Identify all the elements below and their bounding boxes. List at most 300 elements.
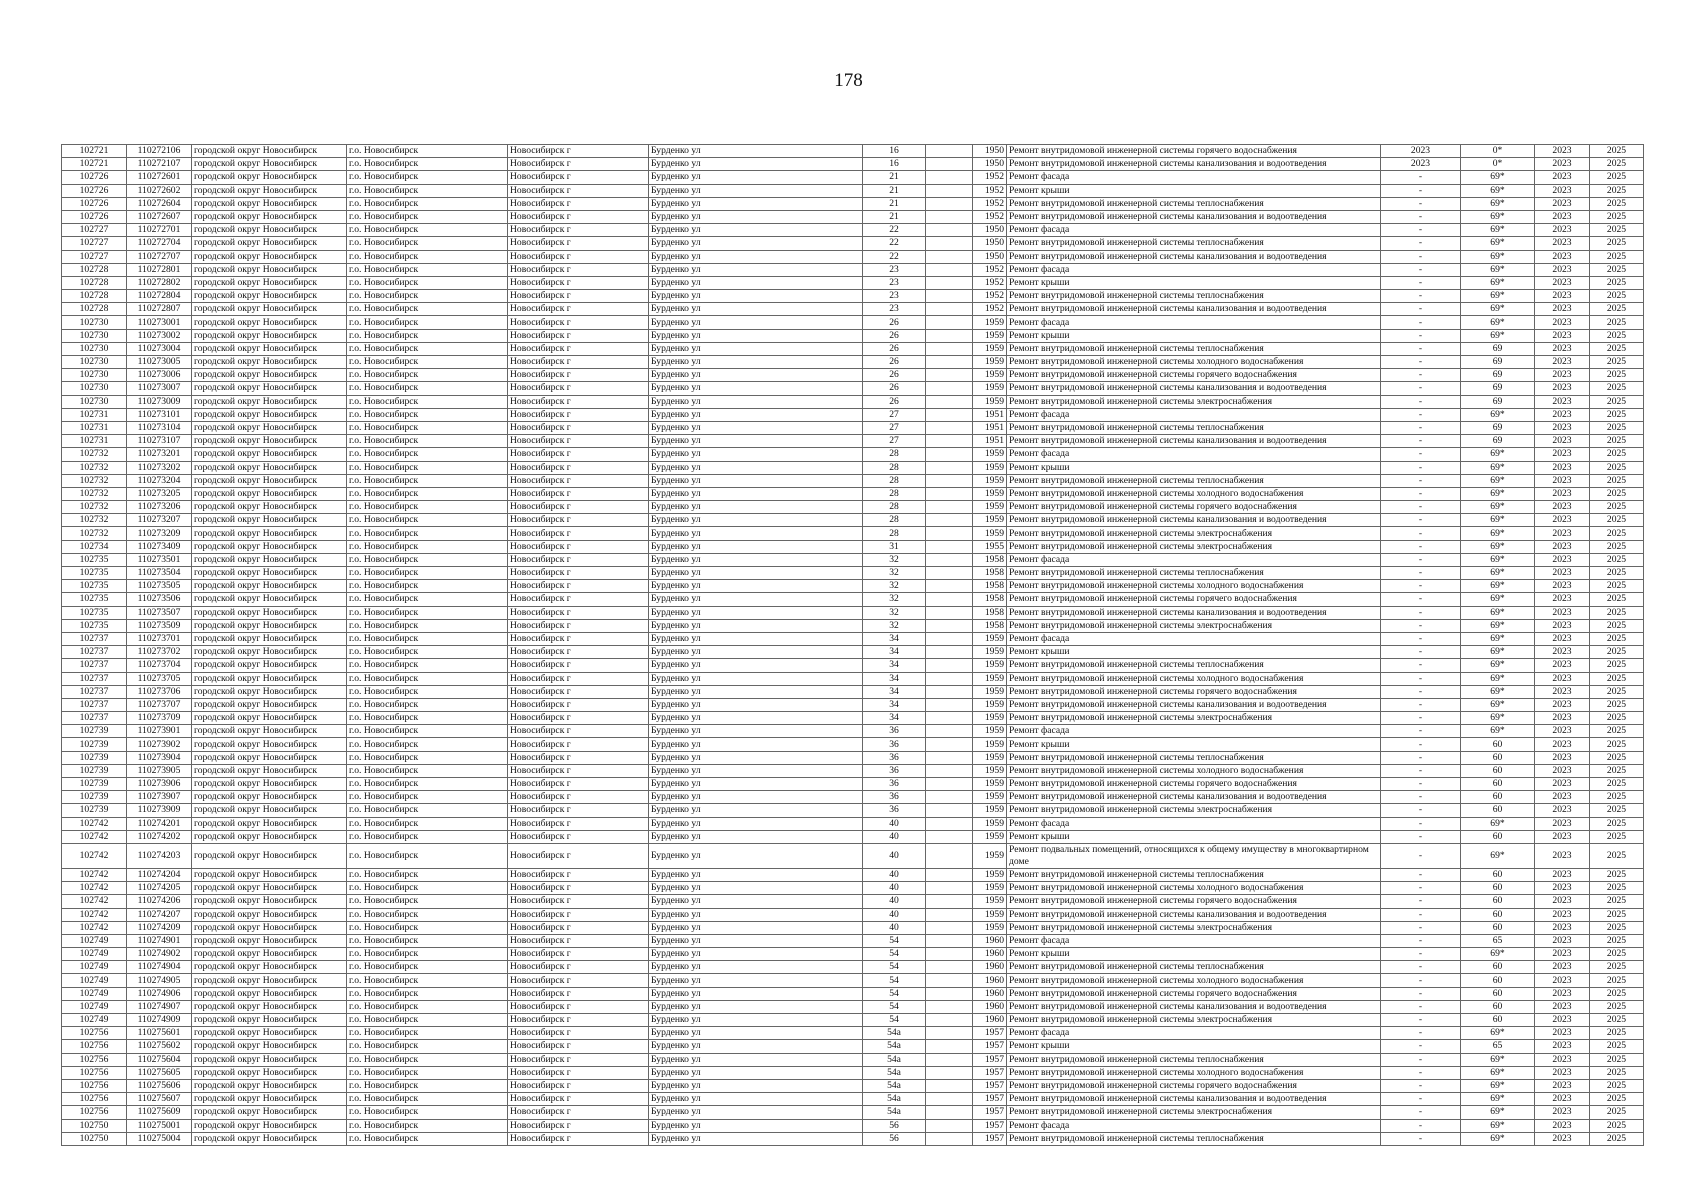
municipality: городской округ Новосибирск [192, 158, 347, 171]
end-year: 2025 [1590, 698, 1644, 711]
city: Новосибирск г [508, 1106, 649, 1119]
end-year: 2025 [1590, 593, 1644, 606]
house-id: 102730 [62, 369, 127, 382]
district: г.о. Новосибирск [347, 1014, 508, 1027]
capital-repair-table [61, 144, 1644, 1146]
empty-cell [926, 908, 973, 921]
house-number: 54 [863, 974, 926, 987]
district: г.о. Новосибирск [347, 263, 508, 276]
empty-cell [926, 290, 973, 303]
municipality: городской округ Новосибирск [192, 408, 347, 421]
start-year: 2023 [1535, 210, 1590, 223]
work-type: Ремонт фасада [1007, 224, 1381, 237]
build-year: 1959 [973, 804, 1007, 817]
wear-percent: 69* [1461, 1132, 1535, 1145]
house-number: 40 [863, 882, 926, 895]
work-type: Ремонт внутридомовой инженерной системы электроснабжения [1007, 395, 1381, 408]
empty-cell [926, 685, 973, 698]
wear-percent: 69* [1461, 184, 1535, 197]
end-year: 2025 [1590, 237, 1644, 250]
work-code: 110273704 [127, 659, 192, 672]
municipality: городской округ Новосибирск [192, 593, 347, 606]
table-row [62, 961, 1644, 974]
work-type: Ремонт внутридомовой инженерной системы горячего водоснабжения [1007, 593, 1381, 606]
start-year: 2023 [1535, 632, 1590, 645]
empty-cell [926, 276, 973, 289]
start-year: 2023 [1535, 606, 1590, 619]
street: Бурденко ул [649, 408, 863, 421]
end-year: 2025 [1590, 830, 1644, 843]
street: Бурденко ул [649, 197, 863, 210]
work-code: 110273702 [127, 646, 192, 659]
district: г.о. Новосибирск [347, 237, 508, 250]
work-code: 110273201 [127, 448, 192, 461]
house-id: 102730 [62, 342, 127, 355]
house-number: 54а [863, 1066, 926, 1079]
end-year: 2025 [1590, 908, 1644, 921]
empty-cell [926, 1027, 973, 1040]
work-type: Ремонт крыши [1007, 830, 1381, 843]
street: Бурденко ул [649, 659, 863, 672]
start-year: 2023 [1535, 329, 1590, 342]
work-type: Ремонт внутридомовой инженерной системы канализования и водоотведения [1007, 250, 1381, 263]
house-number: 28 [863, 461, 926, 474]
planned-year: - [1381, 382, 1461, 395]
work-type: Ремонт внутридомовой инженерной системы электроснабжения [1007, 1106, 1381, 1119]
district: г.о. Новосибирск [347, 593, 508, 606]
work-type: Ремонт крыши [1007, 948, 1381, 961]
city: Новосибирск г [508, 646, 649, 659]
city: Новосибирск г [508, 316, 649, 329]
build-year: 1959 [973, 316, 1007, 329]
planned-year: - [1381, 1093, 1461, 1106]
end-year: 2025 [1590, 646, 1644, 659]
table-row [62, 895, 1644, 908]
planned-year: - [1381, 817, 1461, 830]
end-year: 2025 [1590, 197, 1644, 210]
start-year: 2023 [1535, 250, 1590, 263]
municipality: городской округ Новосибирск [192, 804, 347, 817]
end-year: 2025 [1590, 751, 1644, 764]
district: г.о. Новосибирск [347, 843, 508, 868]
empty-cell [926, 1014, 973, 1027]
table-row [62, 1053, 1644, 1066]
house-number: 26 [863, 356, 926, 369]
planned-year: - [1381, 1132, 1461, 1145]
start-year: 2023 [1535, 1014, 1590, 1027]
street: Бурденко ул [649, 672, 863, 685]
district: г.о. Новосибирск [347, 778, 508, 791]
work-type: Ремонт крыши [1007, 646, 1381, 659]
house-id: 102730 [62, 316, 127, 329]
municipality: городской округ Новосибирск [192, 934, 347, 947]
end-year: 2025 [1590, 1027, 1644, 1040]
municipality: городской округ Новосибирск [192, 751, 347, 764]
city: Новосибирск г [508, 987, 649, 1000]
build-year: 1957 [973, 1053, 1007, 1066]
house-id: 102742 [62, 908, 127, 921]
municipality: городской округ Новосибирск [192, 1000, 347, 1013]
start-year: 2023 [1535, 1040, 1590, 1053]
house-number: 26 [863, 329, 926, 342]
work-type: Ремонт внутридомовой инженерной системы теплоснабжения [1007, 659, 1381, 672]
work-type: Ремонт внутридомовой инженерной системы теплоснабжения [1007, 961, 1381, 974]
start-year: 2023 [1535, 527, 1590, 540]
city: Новосибирск г [508, 1079, 649, 1092]
work-code: 110275605 [127, 1066, 192, 1079]
work-code: 110273707 [127, 698, 192, 711]
build-year: 1958 [973, 580, 1007, 593]
table-row [62, 908, 1644, 921]
build-year: 1958 [973, 619, 1007, 632]
house-number: 22 [863, 237, 926, 250]
end-year: 2025 [1590, 553, 1644, 566]
house-id: 102749 [62, 1000, 127, 1013]
planned-year: - [1381, 435, 1461, 448]
street: Бурденко ул [649, 316, 863, 329]
street: Бурденко ул [649, 145, 863, 158]
municipality: городской округ Новосибирск [192, 263, 347, 276]
wear-percent: 69 [1461, 356, 1535, 369]
build-year: 1959 [973, 342, 1007, 355]
work-type: Ремонт внутридомовой инженерной системы горячего водоснабжения [1007, 685, 1381, 698]
end-year: 2025 [1590, 382, 1644, 395]
street: Бурденко ул [649, 843, 863, 868]
city: Новосибирск г [508, 738, 649, 751]
work-type: Ремонт фасада [1007, 934, 1381, 947]
house-id: 102749 [62, 987, 127, 1000]
city: Новосибирск г [508, 830, 649, 843]
table-row [62, 276, 1644, 289]
house-number: 36 [863, 751, 926, 764]
municipality: городской округ Новосибирск [192, 1119, 347, 1132]
house-id: 102756 [62, 1079, 127, 1092]
municipality: городской округ Новосибирск [192, 553, 347, 566]
planned-year: - [1381, 685, 1461, 698]
wear-percent: 69* [1461, 659, 1535, 672]
work-type: Ремонт внутридомовой инженерной системы теплоснабжения [1007, 290, 1381, 303]
work-code: 110273501 [127, 553, 192, 566]
work-type: Ремонт внутридомовой инженерной системы холодного водоснабжения [1007, 487, 1381, 500]
work-type: Ремонт внутридомовой инженерной системы горячего водоснабжения [1007, 895, 1381, 908]
district: г.о. Новосибирск [347, 342, 508, 355]
end-year: 2025 [1590, 210, 1644, 223]
municipality: городской округ Новосибирск [192, 868, 347, 881]
house-id: 102739 [62, 764, 127, 777]
municipality: городской округ Новосибирск [192, 1014, 347, 1027]
build-year: 1960 [973, 961, 1007, 974]
build-year: 1951 [973, 408, 1007, 421]
start-year: 2023 [1535, 987, 1590, 1000]
work-type: Ремонт внутридомовой инженерной системы теплоснабжения [1007, 342, 1381, 355]
empty-cell [926, 474, 973, 487]
planned-year: - [1381, 421, 1461, 434]
end-year: 2025 [1590, 290, 1644, 303]
planned-year: - [1381, 461, 1461, 474]
district: г.о. Новосибирск [347, 921, 508, 934]
house-id: 102730 [62, 329, 127, 342]
street: Бурденко ул [649, 395, 863, 408]
work-code: 110274906 [127, 987, 192, 1000]
house-id: 102726 [62, 171, 127, 184]
city: Новосибирск г [508, 934, 649, 947]
build-year: 1950 [973, 158, 1007, 171]
street: Бурденко ул [649, 290, 863, 303]
work-type: Ремонт внутридомовой инженерной системы холодного водоснабжения [1007, 1066, 1381, 1079]
city: Новосибирск г [508, 672, 649, 685]
street: Бурденко ул [649, 934, 863, 947]
work-type: Ремонт фасада [1007, 632, 1381, 645]
city: Новосибирск г [508, 250, 649, 263]
city: Новосибирск г [508, 764, 649, 777]
work-code: 110274907 [127, 1000, 192, 1013]
planned-year: - [1381, 553, 1461, 566]
street: Бурденко ул [649, 646, 863, 659]
work-code: 110273709 [127, 712, 192, 725]
district: г.о. Новосибирск [347, 501, 508, 514]
municipality: городской округ Новосибирск [192, 974, 347, 987]
end-year: 2025 [1590, 934, 1644, 947]
municipality: городской округ Новосибирск [192, 369, 347, 382]
house-number: 40 [863, 817, 926, 830]
municipality: городской округ Новосибирск [192, 882, 347, 895]
start-year: 2023 [1535, 540, 1590, 553]
house-number: 28 [863, 448, 926, 461]
empty-cell [926, 408, 973, 421]
city: Новосибирск г [508, 395, 649, 408]
planned-year: - [1381, 408, 1461, 421]
district: г.о. Новосибирск [347, 553, 508, 566]
house-number: 54 [863, 1000, 926, 1013]
street: Бурденко ул [649, 751, 863, 764]
street: Бурденко ул [649, 224, 863, 237]
house-id: 102730 [62, 382, 127, 395]
house-id: 102737 [62, 632, 127, 645]
street: Бурденко ул [649, 606, 863, 619]
district: г.о. Новосибирск [347, 1119, 508, 1132]
empty-cell [926, 382, 973, 395]
table-row [62, 1079, 1644, 1092]
table-row [62, 606, 1644, 619]
district: г.о. Новосибирск [347, 882, 508, 895]
build-year: 1959 [973, 474, 1007, 487]
planned-year: - [1381, 237, 1461, 250]
street: Бурденко ул [649, 948, 863, 961]
work-type: Ремонт внутридомовой инженерной системы холодного водоснабжения [1007, 882, 1381, 895]
work-code: 110274209 [127, 921, 192, 934]
empty-cell [926, 632, 973, 645]
municipality: городской округ Новосибирск [192, 487, 347, 500]
municipality: городской округ Новосибирск [192, 316, 347, 329]
city: Новосибирск г [508, 580, 649, 593]
wear-percent: 60 [1461, 738, 1535, 751]
house-id: 102730 [62, 356, 127, 369]
build-year: 1959 [973, 908, 1007, 921]
house-number: 23 [863, 276, 926, 289]
empty-cell [926, 580, 973, 593]
municipality: городской округ Новосибирск [192, 791, 347, 804]
district: г.о. Новосибирск [347, 934, 508, 947]
table-row [62, 1106, 1644, 1119]
street: Бурденко ул [649, 1000, 863, 1013]
empty-cell [926, 395, 973, 408]
table-row [62, 882, 1644, 895]
table-row [62, 448, 1644, 461]
district: г.о. Новосибирск [347, 619, 508, 632]
district: г.о. Новосибирск [347, 540, 508, 553]
house-id: 102726 [62, 210, 127, 223]
wear-percent: 69* [1461, 619, 1535, 632]
table-row [62, 171, 1644, 184]
city: Новосибирск г [508, 632, 649, 645]
end-year: 2025 [1590, 606, 1644, 619]
municipality: городской округ Новосибирск [192, 276, 347, 289]
end-year: 2025 [1590, 843, 1644, 868]
planned-year: - [1381, 316, 1461, 329]
work-type: Ремонт внутридомовой инженерной системы канализования и водоотведения [1007, 698, 1381, 711]
empty-cell [926, 567, 973, 580]
start-year: 2023 [1535, 672, 1590, 685]
table-row [62, 1119, 1644, 1132]
table-row [62, 974, 1644, 987]
end-year: 2025 [1590, 527, 1644, 540]
planned-year: - [1381, 342, 1461, 355]
work-code: 110274203 [127, 843, 192, 868]
table-row [62, 791, 1644, 804]
end-year: 2025 [1590, 1079, 1644, 1092]
end-year: 2025 [1590, 868, 1644, 881]
house-id: 102756 [62, 1040, 127, 1053]
work-code: 110274204 [127, 868, 192, 881]
street: Бурденко ул [649, 619, 863, 632]
build-year: 1952 [973, 290, 1007, 303]
city: Новосибирск г [508, 171, 649, 184]
house-number: 54а [863, 1040, 926, 1053]
municipality: городской округ Новосибирск [192, 764, 347, 777]
wear-percent: 69* [1461, 843, 1535, 868]
municipality: городской округ Новосибирск [192, 224, 347, 237]
house-id: 102730 [62, 395, 127, 408]
city: Новосибирск г [508, 725, 649, 738]
city: Новосибирск г [508, 606, 649, 619]
work-code: 110273705 [127, 672, 192, 685]
house-number: 40 [863, 895, 926, 908]
district: г.о. Новосибирск [347, 474, 508, 487]
build-year: 1952 [973, 197, 1007, 210]
municipality: городской округ Новосибирск [192, 461, 347, 474]
start-year: 2023 [1535, 908, 1590, 921]
house-id: 102731 [62, 435, 127, 448]
start-year: 2023 [1535, 659, 1590, 672]
work-type: Ремонт фасада [1007, 725, 1381, 738]
wear-percent: 60 [1461, 1014, 1535, 1027]
end-year: 2025 [1590, 224, 1644, 237]
planned-year: - [1381, 580, 1461, 593]
build-year: 1950 [973, 224, 1007, 237]
street: Бурденко ул [649, 382, 863, 395]
empty-cell [926, 751, 973, 764]
work-type: Ремонт фасада [1007, 171, 1381, 184]
empty-cell [926, 237, 973, 250]
build-year: 1959 [973, 882, 1007, 895]
empty-cell [926, 356, 973, 369]
empty-cell [926, 342, 973, 355]
house-number: 26 [863, 316, 926, 329]
end-year: 2025 [1590, 1053, 1644, 1066]
work-code: 110273909 [127, 804, 192, 817]
table-row [62, 184, 1644, 197]
planned-year: - [1381, 197, 1461, 210]
municipality: городской округ Новосибирск [192, 908, 347, 921]
start-year: 2023 [1535, 791, 1590, 804]
end-year: 2025 [1590, 435, 1644, 448]
start-year: 2023 [1535, 448, 1590, 461]
end-year: 2025 [1590, 987, 1644, 1000]
street: Бурденко ул [649, 791, 863, 804]
municipality: городской округ Новосибирск [192, 1132, 347, 1145]
house-id: 102750 [62, 1132, 127, 1145]
work-code: 110274901 [127, 934, 192, 947]
wear-percent: 69 [1461, 421, 1535, 434]
empty-cell [926, 1093, 973, 1106]
start-year: 2023 [1535, 356, 1590, 369]
table-row [62, 263, 1644, 276]
work-code: 110272802 [127, 276, 192, 289]
district: г.о. Новосибирск [347, 395, 508, 408]
planned-year: - [1381, 395, 1461, 408]
start-year: 2023 [1535, 712, 1590, 725]
work-code: 110273206 [127, 501, 192, 514]
planned-year: - [1381, 698, 1461, 711]
empty-cell [926, 619, 973, 632]
empty-cell [926, 974, 973, 987]
start-year: 2023 [1535, 382, 1590, 395]
start-year: 2023 [1535, 1119, 1590, 1132]
planned-year: - [1381, 329, 1461, 342]
house-number: 28 [863, 501, 926, 514]
house-number: 26 [863, 382, 926, 395]
municipality: городской округ Новосибирск [192, 672, 347, 685]
table-row [62, 540, 1644, 553]
work-code: 110272106 [127, 145, 192, 158]
work-type: Ремонт внутридомовой инженерной системы электроснабжения [1007, 921, 1381, 934]
work-type: Ремонт внутридомовой инженерной системы канализования и водоотведения [1007, 158, 1381, 171]
house-number: 34 [863, 698, 926, 711]
work-type: Ремонт внутридомовой инженерной системы канализования и водоотведения [1007, 1093, 1381, 1106]
house-id: 102735 [62, 580, 127, 593]
work-type: Ремонт внутридомовой инженерной системы горячего водоснабжения [1007, 369, 1381, 382]
planned-year: - [1381, 224, 1461, 237]
house-number: 54 [863, 961, 926, 974]
empty-cell [926, 263, 973, 276]
build-year: 1959 [973, 395, 1007, 408]
city: Новосибирск г [508, 843, 649, 868]
empty-cell [926, 1053, 973, 1066]
end-year: 2025 [1590, 895, 1644, 908]
end-year: 2025 [1590, 948, 1644, 961]
house-number: 32 [863, 553, 926, 566]
planned-year: - [1381, 778, 1461, 791]
house-id: 102756 [62, 1106, 127, 1119]
street: Бурденко ул [649, 1119, 863, 1132]
planned-year: - [1381, 593, 1461, 606]
house-number: 26 [863, 395, 926, 408]
wear-percent: 69* [1461, 171, 1535, 184]
empty-cell [926, 197, 973, 210]
district: г.о. Новосибирск [347, 738, 508, 751]
end-year: 2025 [1590, 540, 1644, 553]
planned-year: - [1381, 1119, 1461, 1132]
